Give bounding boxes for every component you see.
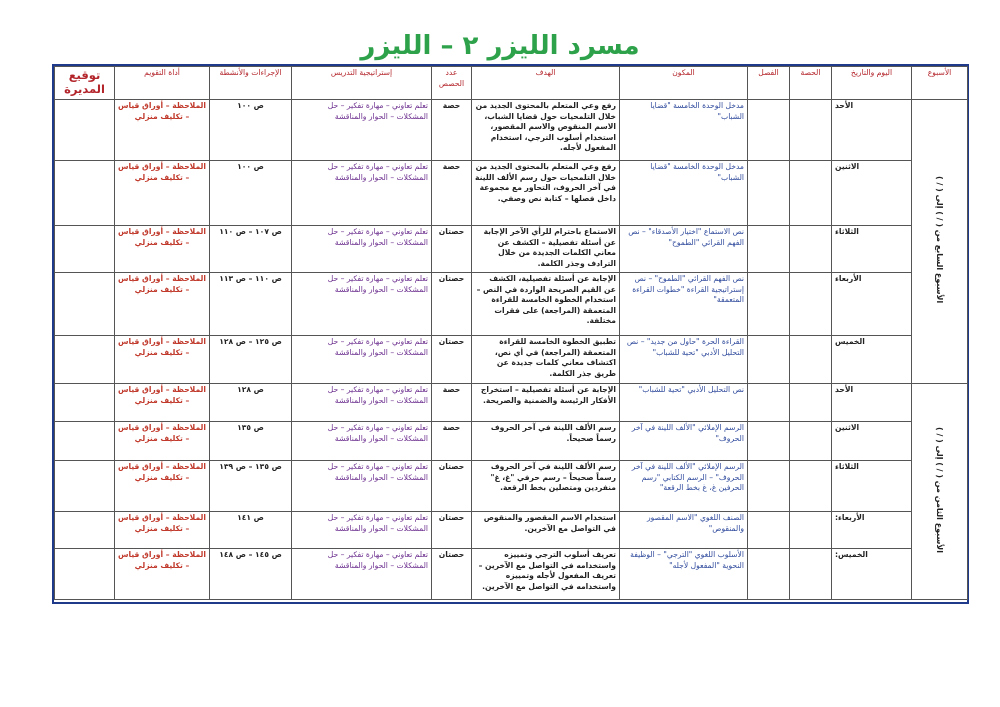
period-cell bbox=[790, 161, 832, 226]
header-signature: توقيع المديرة bbox=[55, 67, 115, 100]
day-cell: الأحد bbox=[832, 100, 912, 161]
strategy-cell: تعلم تعاوني – مهارة تفكير – حل المشكلات – الحوار والمناقشة bbox=[292, 461, 432, 512]
header-strategy: إستراتيجية التدريس bbox=[292, 67, 432, 100]
strategy-cell: تعلم تعاوني – مهارة تفكير – حل المشكلات – الحوار والمناقشة bbox=[292, 384, 432, 422]
week-label: الأسبوع الثامن من ( / ) إلى ( / ) bbox=[935, 426, 944, 553]
strategy-cell: تعلم تعاوني – مهارة تفكير – حل المشكلات – الحوار والمناقشة bbox=[292, 226, 432, 273]
header-row bbox=[55, 67, 968, 100]
class-cell bbox=[748, 273, 790, 336]
goal-cell: رفع وعي المتعلم بالمحتوى الجديد من خلال التلمحيات حول قضايا الشباب، الاسم المنقوص والاسم المقصور، استخدام أسلوب الترجي، استخدام المفعول لأجله. bbox=[472, 100, 620, 161]
table-row bbox=[55, 384, 968, 422]
signature-cell bbox=[55, 273, 115, 336]
goal-cell: رسم الألف اللينة في آخر الحروف رسماً صحيحاً. bbox=[472, 422, 620, 461]
signature-cell bbox=[55, 161, 115, 226]
procedures-cell: ص ١٣٥ bbox=[210, 422, 292, 461]
component-cell: مدخل الوحدة الخامسة "قضايا الشباب" bbox=[620, 100, 748, 161]
count-cell: حصة bbox=[432, 422, 472, 461]
goal-cell: الإجابة عن أسئلة تفصيلية – استخراج الأفكار الرئيسة والضمنية والصريحة. bbox=[472, 384, 620, 422]
goal-cell: استخدام الاسم المقصور والمنقوص في التواصل مع الآخرين. bbox=[472, 512, 620, 549]
component-cell: الرسم الإملائي "الألف اللينة في آخر الحروف" – الرسم الكتابي "رسم الحرفين غ، غ بخط الرقعة" bbox=[620, 461, 748, 512]
week-cell bbox=[912, 100, 968, 384]
component-cell: الصنف اللغوي "الاسم المقصور والمنقوص" bbox=[620, 512, 748, 549]
table-row bbox=[55, 273, 968, 336]
week-cell bbox=[912, 384, 968, 600]
signature-cell bbox=[55, 384, 115, 422]
strategy-cell: تعلم تعاوني – مهارة تفكير – حل المشكلات – الحوار والمناقشة bbox=[292, 422, 432, 461]
component-cell: نص التحليل الأدبي "تحية للشباب" bbox=[620, 384, 748, 422]
class-cell bbox=[748, 549, 790, 600]
header-count: عدد الحصص bbox=[432, 67, 472, 100]
header-component: المكون bbox=[620, 67, 748, 100]
period-cell bbox=[790, 336, 832, 384]
count-cell: حصتان bbox=[432, 273, 472, 336]
procedures-cell: ص ١٠٠ bbox=[210, 161, 292, 226]
goal-cell: رسم الألف اللينة في آخر الحروف رسماً صحيحاً – رسم حرفي "غ، غ" منفردين ومتصلين بخط الرقعة. bbox=[472, 461, 620, 512]
eval-cell: الملاحظة – أوراق قياس – تكليف منزلي bbox=[115, 384, 210, 422]
component-cell: نص الفهم القرائي "الطموح" – نص إستراتيجية القراءة "خطوات القراءة المتعمقة" bbox=[620, 273, 748, 336]
eval-cell: الملاحظة – أوراق قياس – تكليف منزلي bbox=[115, 422, 210, 461]
goal-cell: الاستماع باحترام للرأي الآخر الإجابة عن أسئلة تفصيلية – الكشف عن معاني الكلمات الجديدة من خلال الترادف وجذر الكلمة. bbox=[472, 226, 620, 273]
eval-cell: الملاحظة – أوراق قياس – تكليف منزلي bbox=[115, 100, 210, 161]
header-eval-tool: أداة التقويم bbox=[115, 67, 210, 100]
table-row bbox=[55, 161, 968, 226]
procedures-cell: ص ١٣٥ – ص ١٣٩ bbox=[210, 461, 292, 512]
strategy-cell: تعلم تعاوني – مهارة تفكير – حل المشكلات – الحوار والمناقشة bbox=[292, 100, 432, 161]
weekly-plan-table bbox=[54, 66, 968, 600]
table-row bbox=[55, 422, 968, 461]
component-cell: الرسم الإملائي "الألف اللينة في آخر الحروف" bbox=[620, 422, 748, 461]
procedures-cell: ص ١٠٠ bbox=[210, 100, 292, 161]
day-cell: الأربعاء bbox=[832, 273, 912, 336]
signature-cell bbox=[55, 336, 115, 384]
eval-cell: الملاحظة – أوراق قياس – تكليف منزلي bbox=[115, 512, 210, 549]
strategy-cell: تعلم تعاوني – مهارة تفكير – حل المشكلات – الحوار والمناقشة bbox=[292, 336, 432, 384]
day-cell: الاثنين bbox=[832, 161, 912, 226]
eval-cell: الملاحظة – أوراق قياس – تكليف منزلي bbox=[115, 549, 210, 600]
page-title: مسرد الليزر ٢ – الليزر bbox=[360, 31, 640, 61]
goal-cell: تعريف أسلوب الترجي وتمييزه واستخدامه في التواصل مع الآخرين – تعريف المفعول لأجله وتمييزه واستخدامه في التواصل مع الآخرين. bbox=[472, 549, 620, 600]
procedures-cell: ص ١٢٥ – ص ١٢٨ bbox=[210, 336, 292, 384]
component-cell: نص الاستماع "اختيار الأصدقاء" – نص الفهم القرائي "الطموح" bbox=[620, 226, 748, 273]
count-cell: حصة bbox=[432, 384, 472, 422]
signature-cell bbox=[55, 512, 115, 549]
table-row bbox=[55, 549, 968, 600]
signature-cell bbox=[55, 226, 115, 273]
period-cell bbox=[790, 512, 832, 549]
signature-cell bbox=[55, 461, 115, 512]
class-cell bbox=[748, 161, 790, 226]
table-row bbox=[55, 226, 968, 273]
eval-cell: الملاحظة – أوراق قياس – تكليف منزلي bbox=[115, 273, 210, 336]
header-day-date: اليوم والتاريخ bbox=[832, 67, 912, 100]
day-cell: الاثنين bbox=[832, 422, 912, 461]
procedures-cell: ص ١٢٨ bbox=[210, 384, 292, 422]
class-cell bbox=[748, 336, 790, 384]
eval-cell: الملاحظة – أوراق قياس – تكليف منزلي bbox=[115, 336, 210, 384]
count-cell: حصتان bbox=[432, 461, 472, 512]
count-cell: حصتان bbox=[432, 226, 472, 273]
period-cell bbox=[790, 100, 832, 161]
component-cell: مدخل الوحدة الخامسة "قضايا الشباب" bbox=[620, 161, 748, 226]
period-cell bbox=[790, 273, 832, 336]
strategy-cell: تعلم تعاوني – مهارة تفكير – حل المشكلات – الحوار والمناقشة bbox=[292, 549, 432, 600]
header-period: الحصة bbox=[790, 67, 832, 100]
goal-cell: رفع وعي المتعلم بالمحتوى الجديد من خلال التلمحيات حول رسم الألف اللينة في آخر الحروف، التحاور مع مجموعة داخل فصلها – كتابة نص وصفي. bbox=[472, 161, 620, 226]
count-cell: حصة bbox=[432, 100, 472, 161]
signature-cell bbox=[55, 100, 115, 161]
class-cell bbox=[748, 422, 790, 461]
eval-cell: الملاحظة – أوراق قياس – تكليف منزلي bbox=[115, 461, 210, 512]
period-cell bbox=[790, 226, 832, 273]
class-cell bbox=[748, 512, 790, 549]
table-row bbox=[55, 512, 968, 549]
procedures-cell: ص ١٠٧ – ص ١١٠ bbox=[210, 226, 292, 273]
week-label: الأسبوع السابع من ( / ) إلى ( / ) bbox=[935, 176, 944, 304]
header-goal: الهدف bbox=[472, 67, 620, 100]
table-row bbox=[55, 461, 968, 512]
goal-cell: تطبيق الخطوة الخامسة للقراءة المتعمقة (المراجعة) في أي نص، اكتشاف معاني كلمات جديدة عن طريق جذر الكلمة. bbox=[472, 336, 620, 384]
period-cell bbox=[790, 549, 832, 600]
class-cell bbox=[748, 226, 790, 273]
period-cell bbox=[790, 422, 832, 461]
eval-cell: الملاحظة – أوراق قياس – تكليف منزلي bbox=[115, 226, 210, 273]
day-cell: الخميس: bbox=[832, 549, 912, 600]
class-cell bbox=[748, 461, 790, 512]
count-cell: حصتان bbox=[432, 549, 472, 600]
signature-cell bbox=[55, 549, 115, 600]
strategy-cell: تعلم تعاوني – مهارة تفكير – حل المشكلات – الحوار والمناقشة bbox=[292, 161, 432, 226]
component-cell: الأسلوب اللغوي "الترجي" – الوظيفة النحوية "المفعول لأجله" bbox=[620, 549, 748, 600]
class-cell bbox=[748, 384, 790, 422]
strategy-cell: تعلم تعاوني – مهارة تفكير – حل المشكلات – الحوار والمناقشة bbox=[292, 512, 432, 549]
table-row bbox=[55, 336, 968, 384]
count-cell: حصتان bbox=[432, 512, 472, 549]
strategy-cell: تعلم تعاوني – مهارة تفكير – حل المشكلات – الحوار والمناقشة bbox=[292, 273, 432, 336]
header-procedures: الإجراءات والأنشطة bbox=[210, 67, 292, 100]
period-cell bbox=[790, 384, 832, 422]
table-row bbox=[55, 100, 968, 161]
procedures-cell: ص ١٤٥ – ص ١٤٨ bbox=[210, 549, 292, 600]
procedures-cell: ص ١١٠ – ص ١١٣ bbox=[210, 273, 292, 336]
header-week: الأسبوع bbox=[912, 67, 968, 100]
procedures-cell: ص ١٤١ bbox=[210, 512, 292, 549]
plan-table-frame bbox=[52, 64, 969, 604]
eval-cell: الملاحظة – أوراق قياس – تكليف منزلي bbox=[115, 161, 210, 226]
signature-cell bbox=[55, 422, 115, 461]
header-class: الفصل bbox=[748, 67, 790, 100]
count-cell: حصتان bbox=[432, 336, 472, 384]
day-cell: الثلاثاء bbox=[832, 461, 912, 512]
day-cell: الأحد bbox=[832, 384, 912, 422]
goal-cell: الإجابة عن أسئلة تفصيلية، الكشف عن القيم الصريحة الواردة في النص – استخدام الخطوة الخامسة للقراءة المتعمقة (المراجعة) على فقرات مختلفة. bbox=[472, 273, 620, 336]
count-cell: حصة bbox=[432, 161, 472, 226]
period-cell bbox=[790, 461, 832, 512]
component-cell: القراءة الحرة "حاول من جديد" – نص التحليل الأدبي "تحية للشباب" bbox=[620, 336, 748, 384]
day-cell: الثلاثاء bbox=[832, 226, 912, 273]
day-cell: الخميس bbox=[832, 336, 912, 384]
class-cell bbox=[748, 100, 790, 161]
day-cell: الأربعاء: bbox=[832, 512, 912, 549]
